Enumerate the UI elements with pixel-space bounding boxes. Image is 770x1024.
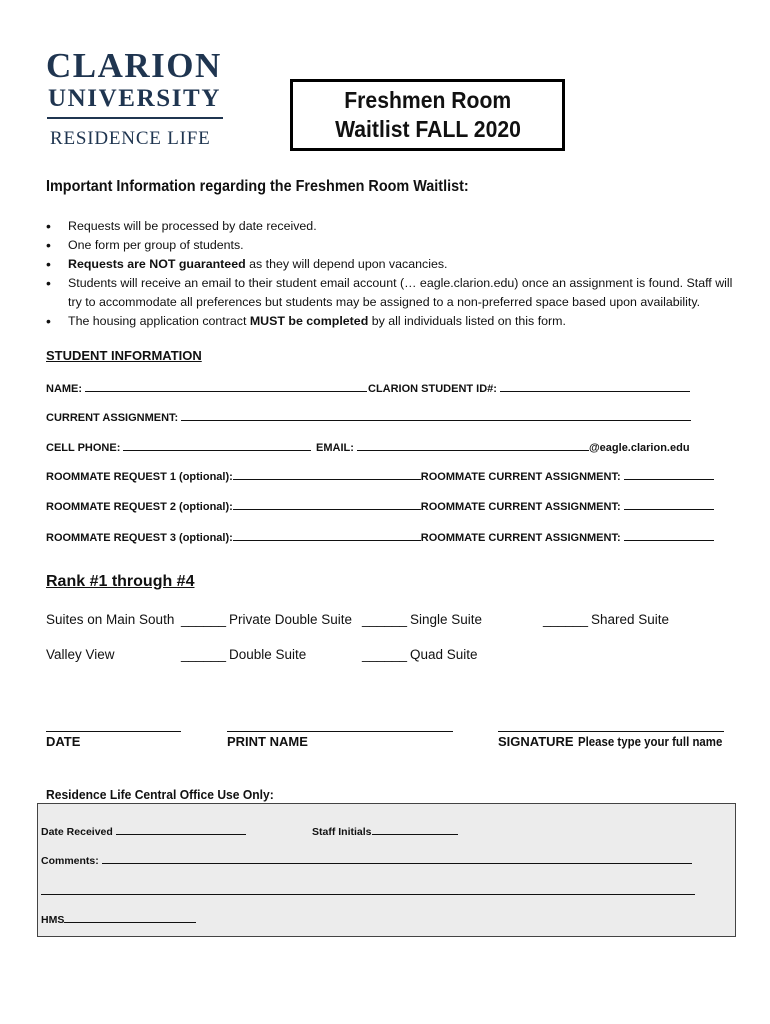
comments-label: Comments:: [41, 855, 99, 867]
main-south-label: Suites on Main South: [46, 612, 175, 627]
student-info-heading: STUDENT INFORMATION: [46, 348, 202, 363]
roommate-request-field[interactable]: [233, 530, 421, 541]
roommate-assignment-label: ROOMMATE CURRENT ASSIGNMENT:: [420, 501, 621, 513]
info-bullet: • Students will receive an email to their student email account (… eagle.clarion.edu) once an assignment is found. Staff will try to accommodate all preferences but students may be assigned to a non-preferred space based upon availability.: [46, 274, 736, 312]
roommate-assignment-field[interactable]: [624, 499, 714, 510]
info-bullet: • One form per group of students.: [46, 236, 736, 255]
roommate-assignment-field[interactable]: [624, 469, 714, 480]
info-bullet: • Requests are NOT guaranteed as they will depend upon vacancies.: [46, 255, 736, 274]
date-line[interactable]: [46, 731, 181, 732]
signature-line[interactable]: [498, 731, 724, 732]
roommate-request-label: ROOMMATE REQUEST 3 (optional):: [46, 532, 233, 544]
signature-label: SIGNATURE: [498, 734, 574, 749]
email-field[interactable]: [357, 440, 589, 451]
student-id-label: CLARION STUDENT ID#:: [368, 383, 497, 395]
rank-option-single-suite: Single Suite: [410, 612, 483, 627]
roommate-request-row: [46, 530, 714, 544]
rank-option-private-double: Private Double Suite: [229, 612, 353, 627]
rank-heading: Rank #1 through #4: [46, 573, 195, 590]
name-row: [46, 381, 367, 395]
rank-option-double-suite: Double Suite: [229, 647, 307, 662]
comments-row: [41, 853, 692, 867]
comments-field-line2[interactable]: [41, 894, 695, 895]
rank-blank-field[interactable]: ______: [181, 647, 227, 662]
valley-view-label: Valley View: [46, 647, 115, 662]
email-row: [316, 440, 690, 454]
rank-blank-field[interactable]: ______: [543, 612, 589, 627]
print-name-label: PRINT NAME: [227, 734, 308, 749]
current-assignment-field[interactable]: [181, 410, 691, 421]
name-field[interactable]: [85, 381, 367, 392]
roommate-request-row: [46, 469, 714, 483]
form-title-box: [290, 79, 565, 151]
staff-initials-field[interactable]: [372, 824, 458, 835]
office-use-heading: Residence Life Central Office Use Only:: [46, 787, 274, 802]
comments-field[interactable]: [102, 853, 692, 864]
signature-note: Please type your full name: [578, 734, 723, 749]
rank-blank-field[interactable]: ______: [362, 647, 408, 662]
print-name-line[interactable]: [227, 731, 453, 732]
logo-clarion: CLARION: [46, 46, 222, 85]
student-id-field[interactable]: [500, 381, 690, 392]
date-label: DATE: [46, 734, 81, 749]
current-assignment-label: CURRENT ASSIGNMENT:: [46, 412, 179, 424]
info-bullet: • Requests will be processed by date received.: [46, 217, 736, 236]
roommate-request-field[interactable]: [233, 499, 421, 510]
email-label: EMAIL:: [316, 442, 354, 454]
roommate-request-field[interactable]: [233, 469, 421, 480]
rank-option-quad-suite: Quad Suite: [410, 647, 478, 662]
date-received-label: Date Received: [41, 826, 113, 838]
roommate-assignment-label: ROOMMATE CURRENT ASSIGNMENT:: [420, 471, 621, 483]
info-bullet-list: [46, 217, 736, 331]
form-title-line2: Waitlist FALL 2020: [334, 116, 521, 142]
date-received-row: [41, 824, 246, 838]
staff-initials-row: [312, 824, 458, 838]
current-assignment-row: [46, 410, 691, 424]
roommate-request-label: ROOMMATE REQUEST 2 (optional):: [46, 501, 233, 513]
roommate-request-label: ROOMMATE REQUEST 1 (optional):: [46, 471, 233, 483]
student-id-row: [368, 381, 690, 395]
rank-blank-field[interactable]: ______: [181, 612, 227, 627]
rank-blank-field[interactable]: ______: [362, 612, 408, 627]
rank-option-shared-suite: Shared Suite: [591, 612, 670, 627]
roommate-assignment-field[interactable]: [624, 530, 714, 541]
email-suffix: @eagle.clarion.edu: [588, 442, 690, 454]
form-title-line1: Freshmen Room: [344, 87, 511, 113]
hms-row: [41, 912, 196, 926]
cell-phone-label: CELL PHONE:: [46, 442, 121, 454]
roommate-request-row: [46, 499, 714, 513]
staff-initials-label: Staff Initials: [312, 826, 372, 838]
name-label: NAME:: [46, 383, 83, 395]
hms-field[interactable]: [64, 912, 196, 923]
cell-phone-row: [46, 440, 311, 454]
roommate-assignment-label: ROOMMATE CURRENT ASSIGNMENT:: [420, 532, 621, 544]
info-heading: Important Information regarding the Freshmen Room Waitlist:: [46, 178, 469, 195]
logo-divider: [47, 117, 223, 119]
info-bullet: • The housing application contract MUST be completed by all individuals listed on this form.: [46, 312, 736, 331]
hms-label: HMS: [41, 914, 65, 926]
cell-phone-field[interactable]: [123, 440, 311, 451]
logo-university: UNIVERSITY: [48, 85, 221, 112]
office-use-box: [37, 803, 736, 937]
logo-residence-life: RESIDENCE LIFE: [50, 128, 211, 149]
date-received-field[interactable]: [116, 824, 246, 835]
